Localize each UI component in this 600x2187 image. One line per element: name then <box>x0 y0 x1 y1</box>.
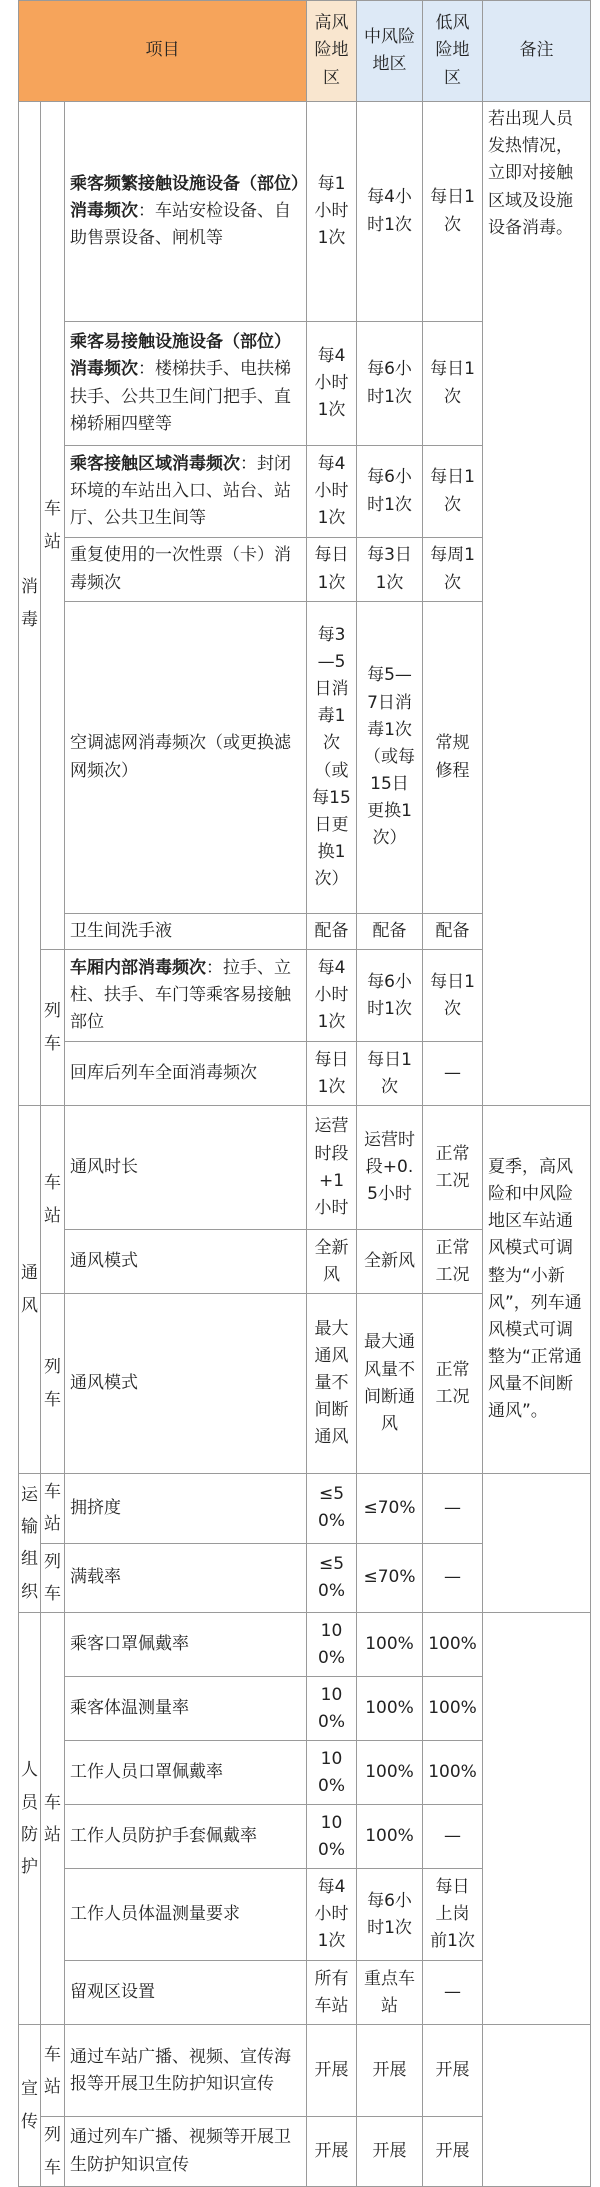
high-cell: 每日1次 <box>307 1042 357 1106</box>
mid-cell: 每6小时1次 <box>357 1869 423 1961</box>
header-low-risk: 低风险地区 <box>423 1 483 102</box>
high-cell: 配备 <box>307 914 357 950</box>
mid-cell: 100% <box>357 1613 423 1677</box>
low-cell: 每日上岗前1次 <box>423 1869 483 1961</box>
mid-cell: 100% <box>357 1741 423 1805</box>
item-cell: 拥挤度 <box>65 1474 307 1544</box>
item-cell: 通过车站广播、视频、宣传海报等开展卫生防护知识宣传 <box>65 2025 307 2117</box>
low-cell: 开展 <box>423 2025 483 2117</box>
item-cell: 车厢内部消毒频次：拉手、立柱、扶手、车门等乘客易接触部位 <box>65 950 307 1042</box>
item-cell: 工作人员体温测量要求 <box>65 1869 307 1961</box>
high-cell: 所有车站 <box>307 1961 357 2025</box>
note-disinfect: 若出现人员发热情况，立即对接触区域及设施设备消毒。 <box>483 102 591 1106</box>
mid-cell: ≤70% <box>357 1474 423 1544</box>
mid-cell: 每日1次 <box>357 1042 423 1106</box>
item-cell: 乘客易接触设施设备（部位）消毒频次：楼梯扶手、电扶梯扶手、公共卫生间门把手、直梯轿厢四壁等 <box>65 322 307 446</box>
epidemic-prevention-table <box>18 0 591 2187</box>
group-promotion: 宣传 <box>19 2025 41 2187</box>
mid-cell: 每4小时1次 <box>357 102 423 322</box>
table-row <box>19 102 591 322</box>
low-cell: 每周1次 <box>423 538 483 602</box>
group-transport: 运输组织 <box>19 1474 41 1613</box>
item-cell: 重复使用的一次性票（卡）消毒频次 <box>65 538 307 602</box>
high-cell: 100% <box>307 1613 357 1677</box>
high-cell: 运营时段+1小时 <box>307 1106 357 1230</box>
sub-station: 车站 <box>41 1613 65 2025</box>
mid-cell: 每3日1次 <box>357 538 423 602</box>
item-cell: 满载率 <box>65 1543 307 1613</box>
sub-station: 车站 <box>41 1474 65 1544</box>
low-cell: 每日1次 <box>423 446 483 538</box>
item-cell: 乘客口罩佩戴率 <box>65 1613 307 1677</box>
low-cell: 每日1次 <box>423 102 483 322</box>
high-cell: 每3—5日消毒1次（或每15日更换1次） <box>307 602 357 914</box>
header-mid-risk: 中风险地区 <box>357 1 423 102</box>
note-transport <box>483 1474 591 1613</box>
mid-cell: 配备 <box>357 914 423 950</box>
mid-cell: 重点车站 <box>357 1961 423 2025</box>
item-cell: 通风模式 <box>65 1230 307 1294</box>
mid-cell: 100% <box>357 1805 423 1869</box>
table-row <box>19 1106 591 1230</box>
low-cell: 开展 <box>423 2117 483 2187</box>
high-cell: ≤50% <box>307 1543 357 1613</box>
item-cell: 工作人员防护手套佩戴率 <box>65 1805 307 1869</box>
item-cell: 通过列车广播、视频等开展卫生防护知识宣传 <box>65 2117 307 2187</box>
low-cell: 100% <box>423 1677 483 1741</box>
low-cell: 正常工况 <box>423 1294 483 1474</box>
high-cell: 最大通风量不间断通风 <box>307 1294 357 1474</box>
sub-train: 列车 <box>41 2117 65 2187</box>
low-cell: — <box>423 1042 483 1106</box>
sub-train: 列车 <box>41 1294 65 1474</box>
high-cell: ≤50% <box>307 1474 357 1544</box>
note-personnel <box>483 1613 591 2025</box>
note-ventilation: 夏季，高风险和中风险地区车站通风模式可调整为“小新风”，列车通风模式可调整为“正常通风量不间断通风”。 <box>483 1106 591 1474</box>
low-cell: — <box>423 1805 483 1869</box>
high-cell: 全新风 <box>307 1230 357 1294</box>
group-ventilation: 通风 <box>19 1106 41 1474</box>
high-cell: 每1小时1次 <box>307 102 357 322</box>
mid-cell: 100% <box>357 1677 423 1741</box>
mid-cell: 运营时段+0.5小时 <box>357 1106 423 1230</box>
item-cell: 乘客体温测量率 <box>65 1677 307 1741</box>
item-cell: 卫生间洗手液 <box>65 914 307 950</box>
item-cell: 乘客接触区域消毒频次：封闭环境的车站出入口、站台、站厅、公共卫生间等 <box>65 446 307 538</box>
high-cell: 100% <box>307 1677 357 1741</box>
low-cell: — <box>423 1961 483 2025</box>
sub-train: 列车 <box>41 1543 65 1613</box>
low-cell: 配备 <box>423 914 483 950</box>
low-cell: — <box>423 1543 483 1613</box>
mid-cell: 每6小时1次 <box>357 322 423 446</box>
high-cell: 100% <box>307 1741 357 1805</box>
group-personnel: 人员防护 <box>19 1613 41 2025</box>
high-cell: 开展 <box>307 2117 357 2187</box>
low-cell: 100% <box>423 1741 483 1805</box>
sub-station: 车站 <box>41 2025 65 2117</box>
group-disinfect: 消毒 <box>19 102 41 1106</box>
low-cell: 正常工况 <box>423 1106 483 1230</box>
table-row <box>19 1613 591 1677</box>
table-row <box>19 2025 591 2117</box>
mid-cell: 每5—7日消毒1次（或每15日更换1次） <box>357 602 423 914</box>
high-cell: 每4小时1次 <box>307 950 357 1042</box>
header-note: 备注 <box>483 1 591 102</box>
header-item: 项目 <box>19 1 307 102</box>
low-cell: 100% <box>423 1613 483 1677</box>
header-row <box>19 1 591 102</box>
sub-station: 车站 <box>41 102 65 950</box>
high-cell: 开展 <box>307 2025 357 2117</box>
sub-station: 车站 <box>41 1106 65 1294</box>
low-cell: 常规修程 <box>423 602 483 914</box>
mid-cell: 最大通风量不间断通风 <box>357 1294 423 1474</box>
mid-cell: 每6小时1次 <box>357 446 423 538</box>
mid-cell: ≤70% <box>357 1543 423 1613</box>
low-cell: 正常工况 <box>423 1230 483 1294</box>
item-cell: 回库后列车全面消毒频次 <box>65 1042 307 1106</box>
mid-cell: 开展 <box>357 2025 423 2117</box>
low-cell: 每日1次 <box>423 950 483 1042</box>
mid-cell: 全新风 <box>357 1230 423 1294</box>
high-cell: 100% <box>307 1805 357 1869</box>
high-cell: 每4小时1次 <box>307 446 357 538</box>
mid-cell: 开展 <box>357 2117 423 2187</box>
high-cell: 每4小时1次 <box>307 1869 357 1961</box>
note-promotion <box>483 2025 591 2187</box>
header-high-risk: 高风险地区 <box>307 1 357 102</box>
high-cell: 每4小时1次 <box>307 322 357 446</box>
low-cell: — <box>423 1474 483 1544</box>
item-cell: 通风模式 <box>65 1294 307 1474</box>
item-cell: 留观区设置 <box>65 1961 307 2025</box>
sub-train: 列车 <box>41 950 65 1106</box>
item-cell: 空调滤网消毒频次（或更换滤网频次） <box>65 602 307 914</box>
table-row <box>19 1474 591 1544</box>
high-cell: 每日1次 <box>307 538 357 602</box>
item-cell: 工作人员口罩佩戴率 <box>65 1741 307 1805</box>
item-cell: 通风时长 <box>65 1106 307 1230</box>
item-cell: 乘客频繁接触设施设备（部位）消毒频次：车站安检设备、自助售票设备、闸机等 <box>65 102 307 322</box>
mid-cell: 每6小时1次 <box>357 950 423 1042</box>
low-cell: 每日1次 <box>423 322 483 446</box>
